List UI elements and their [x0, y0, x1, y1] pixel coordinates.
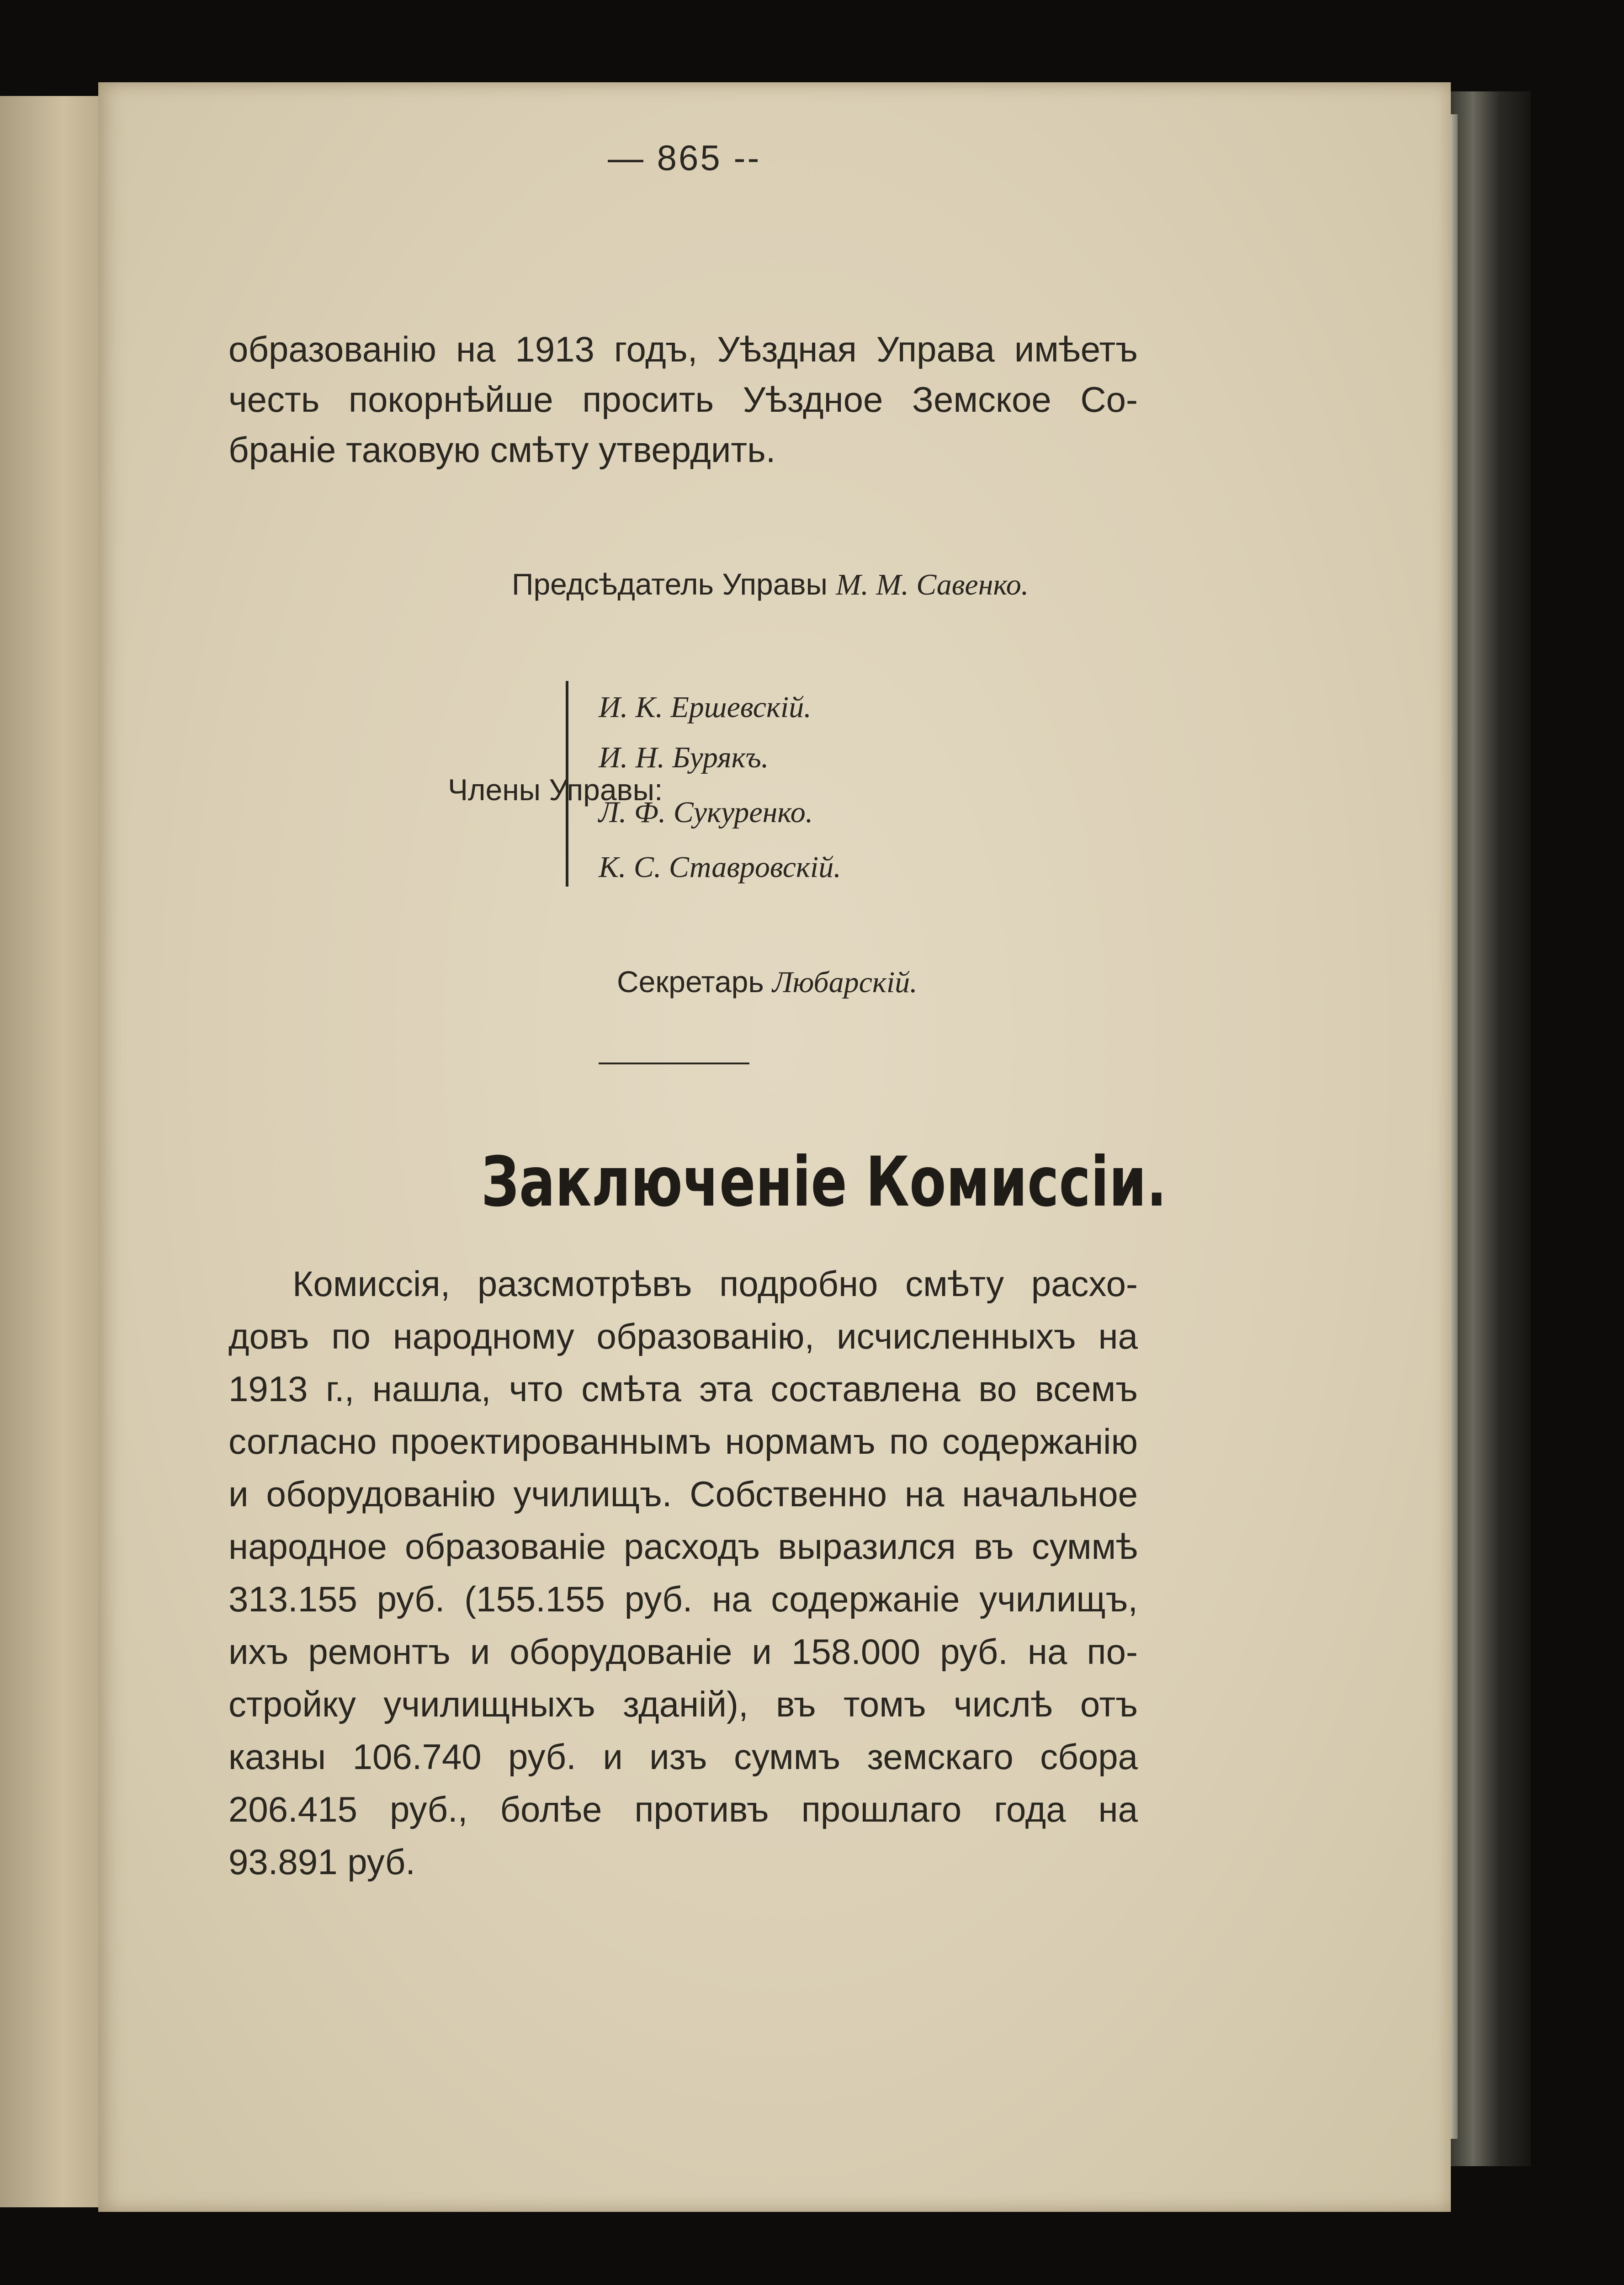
member-name: Л. Ф. Сукуренко.	[599, 796, 813, 829]
intro-line: образованію на 1913 годъ, Уѣздная Управа имѣетъ	[228, 329, 1138, 369]
paragraph-line: казны 106.740 руб. и изъ суммъ земскаго сбора	[228, 1737, 1138, 1777]
members-label: Члены Управы:	[448, 773, 663, 807]
member-name: И. Н. Бурякъ.	[599, 741, 769, 774]
paragraph-line: 93.891 руб.	[228, 1842, 415, 1882]
member-name: К. С. Ставровскій.	[599, 850, 841, 884]
members-bracket	[566, 681, 587, 887]
paragraph-line: 1913 г., нашла, что смѣта эта составлена во всемъ	[228, 1369, 1138, 1409]
paragraph-line: ихъ ремонтъ и оборудованіе и 158.000 руб. на по-	[228, 1631, 1138, 1672]
secretary-signature	[617, 964, 918, 1000]
member-name: И. К. Ершевскій.	[599, 691, 812, 724]
paragraph-line: стройку училищныхъ зданій), въ томъ числѣ отъ	[228, 1684, 1138, 1724]
chairman-title: Предсѣдатель Управы	[512, 567, 828, 601]
chairman-name: М. М. Савенко.	[836, 568, 1029, 601]
section-heading: Заключеніе Комиссіи.	[481, 1142, 1167, 1222]
paragraph-line: 313.155 руб. (155.155 руб. на содержаніе училищъ,	[228, 1579, 1138, 1619]
paragraph-line: довъ по народному образованію, исчисленныхъ на	[228, 1316, 1138, 1356]
page-number: — 865 --	[608, 138, 761, 178]
chairman-signature	[512, 567, 1029, 602]
left-page-edge	[0, 96, 105, 2207]
secretary-name: Любарскій.	[772, 966, 918, 999]
paragraph-line: согласно проектированнымъ нормамъ по содержанію	[228, 1421, 1138, 1461]
paragraph-line: народное образованіе расходъ выразился въ суммѣ	[228, 1526, 1138, 1567]
secretary-title: Секретарь	[617, 965, 764, 999]
paragraph-line: 206.415 руб., болѣе противъ прошлаго года на	[228, 1789, 1138, 1829]
paragraph-line: Комиссія, разсмотрѣвъ подробно смѣту расхо-	[292, 1264, 1138, 1304]
paragraph-line: и оборудованію училищъ. Собственно на начальное	[228, 1474, 1138, 1514]
intro-line: браніе таковую смѣту утвердить.	[228, 430, 776, 470]
intro-line: честь покорнѣйше просить Уѣздное Земское Со-	[228, 379, 1138, 420]
divider-rule	[599, 1063, 749, 1064]
